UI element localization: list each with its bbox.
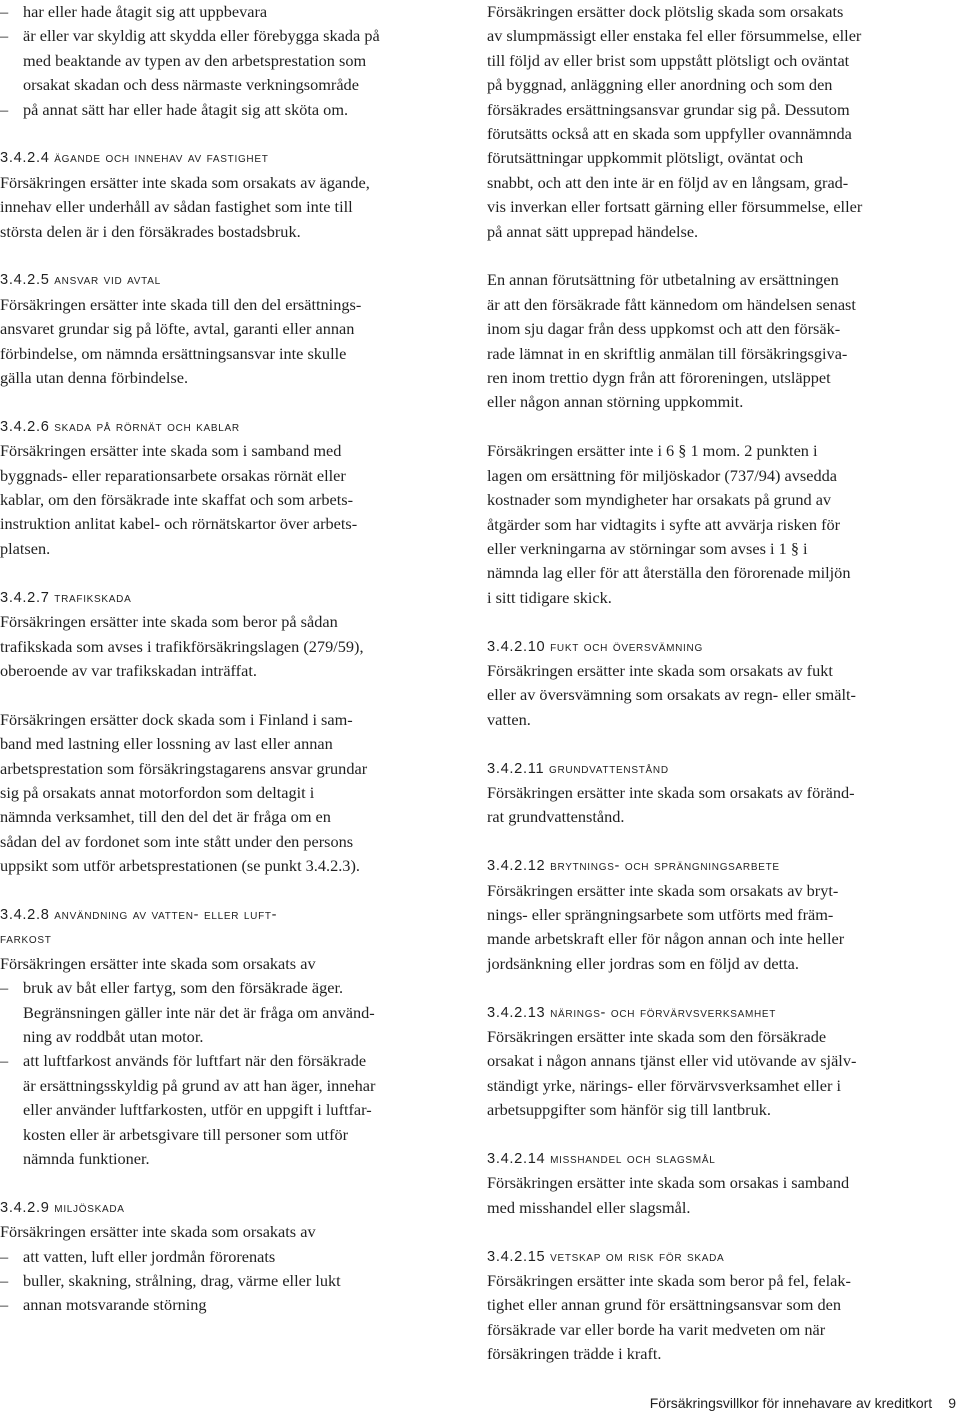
paragraph-line: ansvaret grundar sig på löfte, avtal, garanti eller annan — [0, 319, 355, 339]
section-3-4-2-4 — [0, 146, 448, 244]
paragraph-line: försäkringen trädde i kraft. — [487, 1344, 662, 1364]
paragraph-line: kablar, om den försäkrade inte skaffat och som arbets- — [0, 490, 354, 510]
paragraph-line: snabbt, och att den inte är en följd av en långsam, grad- — [487, 172, 849, 192]
paragraph-line: försäkrades ersättningsansvar grundar sig på. Dessutom — [487, 99, 850, 119]
paragraph-line: tighet eller annan grund för ersättningsansvar som den — [487, 1295, 842, 1315]
list-item: – att vatten, luft eller jordmån förorenats — [0, 1245, 448, 1269]
paragraph-line: Försäkringen ersätter inte skada som i samband med — [0, 441, 342, 461]
section-heading: 3.4.2.7 trafikskada — [0, 589, 132, 606]
paragraph-myndigheter — [487, 439, 932, 610]
paragraph-line: eller verkningarna av störningar som avses i 1 § i — [487, 538, 808, 558]
paragraph-line: mande arbetskraft eller för någon annan och inte heller — [487, 929, 845, 949]
intro-list — [0, 0, 448, 122]
right-column — [487, 0, 932, 1367]
list-item: – buller, skakning, strålning, drag, värme eller lukt — [0, 1269, 448, 1293]
paragraph-line: Försäkringen ersätter inte skada som beror på fel, felak- — [487, 1271, 851, 1290]
paragraph-line: största delen är i den försäkrades bostadsbruk. — [0, 221, 301, 241]
paragraph-line: vatten. — [487, 709, 531, 729]
paragraph-line: till följd av eller brist som uppstått plötsligt och oväntat — [487, 50, 850, 70]
section-3-4-2-6 — [0, 415, 448, 561]
section-3-4-2-14 — [487, 1147, 932, 1220]
list-item: – bruk av båt eller fartyg, som den försäkrade äger. Begränsningen gäller inte när det är fråga om använd- ning av roddbåt utan motor. — [0, 976, 448, 1049]
paragraph-line: Försäkringen ersätter inte skada som orsakats av föränd- — [487, 782, 855, 802]
paragraph-line: vis inverkan eller fortsatt gärning eller försummelse, eller — [487, 197, 863, 217]
paragraph-line: rat grundvattenstånd. — [487, 807, 625, 827]
paragraph-line: Försäkringen ersätter inte skada som orsakats av — [0, 953, 316, 973]
paragraph-line: nämnda lag eller för att återställa den förorenade miljön — [487, 563, 851, 583]
paragraph-line: sådan del av fordonet som inte stått under den persons — [0, 831, 354, 851]
paragraph-line: gälla utan denna förbindelse. — [0, 368, 189, 388]
paragraph-line: av slumpmässigt eller enstaka fel eller försummelse, eller — [487, 26, 862, 46]
paragraph-line: uppsikt som utför arbetsprestationen (se punkt 3.4.2.3). — [0, 856, 360, 876]
paragraph-line: lagen om ersättning för miljöskador (737/94) avsedda — [487, 465, 837, 485]
paragraph-line: sig på orsakats annat motorfordon som deltagit i — [0, 782, 315, 802]
paragraph-line: rade lämnat in en skriftlig anmälan till försäkringsgiva- — [487, 343, 848, 363]
list-item: – annan motsvarande störning — [0, 1293, 448, 1317]
section-heading: farkost — [0, 931, 52, 948]
left-column — [0, 0, 448, 1318]
paragraph-line: ständigt yrke, närings- eller förvärvsverksamhet eller i — [487, 1075, 841, 1095]
footer-title: Försäkringsvillkor för innehavare av kreditkort — [649, 1395, 933, 1411]
paragraph-line: Försäkringen ersätter inte i 6 § 1 mom. 2 punkten i — [487, 441, 818, 461]
section-heading: 3.4.2.5 ansvar vid avtal — [0, 272, 161, 289]
paragraph-line: åtgärder som har vidtagits i syfte att avvärja risken för — [487, 514, 841, 534]
paragraph-line: Försäkringen ersätter dock plötslig skada som orsakats — [487, 2, 844, 21]
list-item: – har eller hade åtagit sig att uppbevara — [0, 0, 448, 24]
paragraph-plotslig-skada — [487, 0, 932, 244]
paragraph-line: En annan förutsättning för utbetalning av ersättningen — [487, 270, 839, 290]
paragraph-line: Försäkringen ersätter inte skada som orsakats av bryt- — [487, 880, 839, 900]
paragraph-line: nämnda verksamhet, till den del det är fråga om en — [0, 807, 331, 827]
page-number: 9 — [948, 1395, 956, 1411]
section-3-4-2-7 — [0, 586, 448, 879]
paragraph-line: arbetsuppgifter som hänför sig till lantbruk. — [487, 1100, 771, 1120]
section-heading: 3.4.2.14 misshandel och slagsmål — [487, 1150, 716, 1167]
paragraph-line: Försäkringen ersätter inte skada som orsakas i samband — [487, 1173, 850, 1193]
paragraph-line: Försäkringen ersätter inte skada som orsakats av fukt — [487, 660, 833, 680]
list-item: – är eller var skyldig att skydda eller förebygga skada på med beaktande av typen av den arbetsprestation som orsakat skadan och dess närmaste verkningsområde — [0, 24, 448, 97]
paragraph-forutsattning — [487, 268, 932, 414]
paragraph-line: innehav eller underhåll av sådan fastighet som inte till — [0, 197, 353, 217]
paragraph-line: kostnader som myndigheter har orsakats på grund av — [487, 490, 832, 510]
paragraph-line: band med lastning eller lossning av last eller annan — [0, 734, 333, 754]
section-3-4-2-13 — [487, 1001, 932, 1123]
paragraph-line: eller av översvämning som orsakats av regn- eller smält- — [487, 685, 856, 705]
paragraph-line: inom sju dagar från dess uppkomst och att den försäk- — [487, 319, 841, 339]
paragraph-line: förbindelse, om nämnda ersättningsansvar inte skulle — [0, 343, 347, 363]
paragraph-line: trafikskada som avses i trafikförsäkringslagen (279/59), — [0, 636, 364, 656]
paragraph-line: ren inom trettio dygn från att föroreningen, utsläppet — [487, 368, 831, 388]
list-item: – på annat sätt har eller hade åtagit sig att sköta om. — [0, 98, 448, 122]
paragraph-line: på byggnad, anläggning eller anordning och som den — [487, 75, 833, 95]
paragraph-line: eller någon annan störning uppkommit. — [487, 392, 744, 412]
paragraph-line: förutsättningar uppkommit plötsligt, oväntat och — [487, 148, 804, 168]
paragraph-line: byggnads- eller reparationsarbete orsakas rörnät eller — [0, 465, 346, 485]
paragraph-line: är att den försäkrade fått kännedom om händelsen senast — [487, 294, 856, 314]
paragraph-line: med misshandel eller slagsmål. — [487, 1197, 691, 1217]
paragraph-line: orsakat i någon annans tjänst eller vid utövande av själv- — [487, 1051, 857, 1071]
section-3-4-2-8 — [0, 903, 448, 1171]
paragraph-line: Försäkringen ersätter inte skada som orsakats av — [0, 1222, 316, 1242]
paragraph-line: Försäkringen ersätter inte skada som orsakats av ägande, — [0, 172, 370, 192]
paragraph-line: Försäkringen ersätter inte skada som beror på sådan — [0, 612, 338, 632]
section-3-4-2-5 — [0, 268, 448, 390]
page-footer — [0, 1395, 960, 1411]
section-3-4-2-10 — [487, 635, 932, 733]
paragraph-line: Försäkringen ersätter inte skada som den försäkrade — [487, 1026, 827, 1046]
section-3-4-2-11 — [487, 757, 932, 830]
paragraph-line: arbetsprestation som försäkringstagarens ansvar grundar — [0, 758, 368, 778]
paragraph-line: nings- eller sprängningsarbete som utförts med främ- — [487, 904, 834, 924]
section-heading: 3.4.2.13 närings- och förvärvsverksamhet — [487, 1004, 777, 1021]
paragraph-line: på annat sätt upprepad händelse. — [487, 221, 699, 241]
section-heading: 3.4.2.4 ägande och innehav av fastighet — [0, 150, 269, 167]
section-heading: 3.4.2.6 skada på rörnät och kablar — [0, 418, 240, 435]
paragraph-line: i sitt tidigare skick. — [487, 587, 612, 607]
paragraph-line: förutsätts också att en skada som uppfyller ovannämnda — [487, 124, 852, 144]
paragraph-line: Försäkringen ersätter dock skada som i Finland i sam- — [0, 709, 353, 729]
section-3-4-2-12 — [487, 854, 932, 976]
section-heading: 3.4.2.12 brytnings- och sprängningsarbete — [487, 858, 780, 875]
section-heading: 3.4.2.9 miljöskada — [0, 1199, 125, 1216]
paragraph-line: Försäkringen ersätter inte skada till den del ersättnings- — [0, 294, 362, 314]
section-3-4-2-15 — [487, 1245, 932, 1367]
section-heading: 3.4.2.10 fukt och översvämning — [487, 638, 703, 655]
section-heading: 3.4.2.11 grundvattenstånd — [487, 760, 669, 777]
paragraph-line: instruktion anlitat kabel- och rörnätskartor över arbets- — [0, 514, 358, 534]
paragraph-line: platsen. — [0, 538, 51, 558]
section-3-4-2-9 — [0, 1196, 448, 1318]
list-item: – att luftfarkost används för luftfart när den försäkrade är ersättningsskyldig på grund av att han äger, innehar eller använder luftfarkosten, utför en uppgift i luftfar- kosten eller är arbetsgivare till personer som utför nämnda funktioner. — [0, 1049, 448, 1171]
paragraph-line: jordsänkning eller jordras som en följd av detta. — [487, 953, 799, 973]
paragraph-line: oberoende av var trafikskadan inträffat. — [0, 660, 257, 680]
section-heading: 3.4.2.8 användning av vatten- eller luft- — [0, 906, 278, 923]
section-heading: 3.4.2.15 vetskap om risk för skada — [487, 1248, 725, 1265]
paragraph-line: försäkrade var eller borde ha varit medveten om när — [487, 1319, 826, 1339]
